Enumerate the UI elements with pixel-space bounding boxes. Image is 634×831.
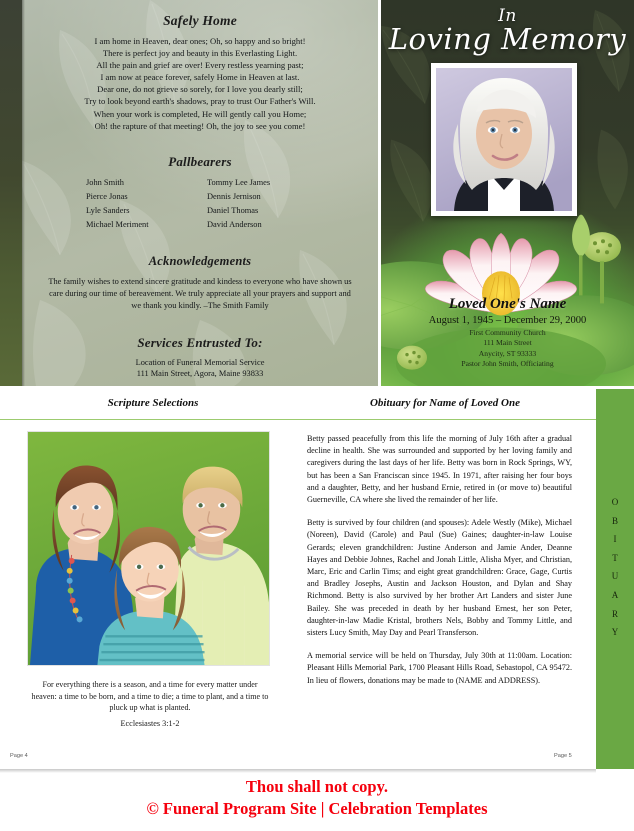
left-edge-strip [0,0,22,386]
back-cover-content [22,0,378,386]
acknowledgements-body: The family wishes to extend sincere gratitude and kindess to everyone who have shown us care during our time of bereavement. We truly appreciate all your prayers and support and we thank you kindly. –The Smith Family [48,276,352,311]
poem-line: I am home in Heaven, dear ones; Oh, so happy and so bright! [94,36,306,46]
page-number-right: Page 5 [554,753,572,759]
poem-line: Dear one, do not grieve so sorely, for I love you dearly still; [97,84,303,95]
scripture-caption: For everything there is a season, and a time for every matter under heaven: a time to be born, and a time to die; a time to plant, and a time to pluck up what is planted. [31,680,269,713]
services-location: Location of Funeral Memorial Service [135,357,265,367]
service-church: First Community Church [469,327,546,337]
pallbearer-name: Lyle Sanders [86,205,130,215]
rail-letter: Y [611,627,619,638]
obituary-vertical-label [596,493,634,642]
pallbearer-name: Pierce Jonas [86,191,128,201]
column-headers [0,389,596,419]
services-address: 111 Main Street, Agora, Maine 93833 [136,369,264,379]
acknowledgements-title: Acknowledgements [148,253,252,268]
header-divider-rule [0,419,596,420]
service-street: 111 Main Street [483,338,532,348]
deceased-name: Loved One's Name [448,295,567,312]
pallbearer-name: David Anderson [207,219,262,229]
top-spread [0,0,634,386]
poem-line: When your work is completed, He will gently call you Home; [93,108,307,119]
obituary-paragraph: Betty is survived by four children (and spouses): Adele Westly (Mike), Michael (Noreen), David (Carole) and Paul (Sue) Gaines; daughter-in-law Louise Gerards; eleven grandchildren: Justine Anderson and Jamie Ander, Deanne Hayes and Debbie Johnes, Rachel and Jonah Little, Alisha Myer, and Christian, Marc, Eric and Carlin Tims; and eight great grandchildren: Grace, Gage, Curtis and Bradley Josephs, Austin and Jackson Houston, and Dylan and Shay Richmond. Betty is also survived by her brother Art Landers and sister June Bailey. She was preceded in death by her husband Ernest, her son Peter, daughter-in-law Madie Kristal, brothers Nels, Bobby and Tommy Little, and sisters Lucy Smith, May Day and Pearl Transferson. [307,518,572,638]
scripture-reference: Ecclesiastes 3:1-2 [120,719,180,728]
pallbearers-list [86,177,314,231]
obituary-paragraph: Betty passed peacefully from this life the morning of July 16th after a gradual decline in health. She was surrounded and supported by her loving family and caregivers during the last days of her life. Betty was born in Rock Springs, WY, but has been a San Franciscan since 1945. In 1971, after raising her four boys and a daughter, Betty, and her husband Ernie, retired in (or move to) beautiful Guerneville, CA where she lived the remainder of her life. [307,434,572,505]
scripture-header: Scripture Selections [107,397,199,409]
obituary-body [307,433,572,698]
poem-title: Safely Home [163,13,237,28]
pallbearer-name: Tommy Lee James [207,177,271,187]
services-title: Services Entrusted To: [137,334,263,350]
watermark-line-1: Thou shall not copy. [245,777,389,796]
page-bottom-shadow [0,769,596,773]
obituary-green-rail [596,389,634,769]
obituary-paragraph: A memorial service will be held on Thursday, July 30th at 11:00am. Location: Pleasant Hills Memorial Park, 1700 Pleasant Hills Road, Sebastopol, CA 95472. In lieu of flowers, donations may be made to (NAME and ADDRESS). [307,651,572,685]
obituary-header: Obituary for Name of Loved One [369,397,520,409]
rail-letter: R [611,608,618,619]
rail-letter: U [611,571,619,582]
pallbearers-title: Pallbearers [168,153,232,169]
rail-letter: I [613,534,617,545]
poem-line: Oh! the rapture of that meeting! Oh, the joy to see you come! [94,120,306,131]
poem-line: All the pain and grief are over! Every restless yearning past; [96,60,304,71]
poem-line: Try to look beyond earth's shadows, pray to trust Our Father's Will. [84,96,316,107]
watermark-line-2: © Funeral Program Site | Celebration Templates [146,799,488,818]
pallbearer-name: Dennis Jernison [207,191,261,201]
pallbearer-name: John Smith [86,177,124,187]
deceased-name-block [381,295,634,370]
cover-title-in: In [498,6,517,26]
poem-line: There is perfect joy and beauty in this Everlasting Light. [102,48,298,59]
cover-title-loving-memory: Loving Memory [388,22,627,56]
page-number-left: Page 4 [10,753,28,759]
front-cover-panel [381,0,634,386]
back-cover-panel [0,0,378,386]
copyright-watermark [0,776,634,820]
rail-letter: O [611,497,619,507]
service-city: Anycity, ST 93333 [478,348,537,358]
service-officiant: Pastor John Smith, Officiating [461,359,554,369]
bottom-spread [0,389,634,769]
services-body [22,357,378,380]
deceased-dates: August 1, 1945 – December 29, 2000 [428,314,587,326]
rail-letter: B [611,515,618,526]
rail-letter: A [611,589,619,600]
poem-line: I am now at peace forever, safely Home in Heaven at last. [100,72,300,83]
poem-body [22,35,378,132]
cover-title [381,8,634,54]
rail-letter: T [612,552,618,563]
portrait-photo [436,68,572,211]
family-photo [27,431,270,666]
portrait-frame [431,63,577,216]
pallbearer-name: Daniel Thomas [207,205,259,215]
pallbearer-name: Michael Meriment [86,219,149,229]
